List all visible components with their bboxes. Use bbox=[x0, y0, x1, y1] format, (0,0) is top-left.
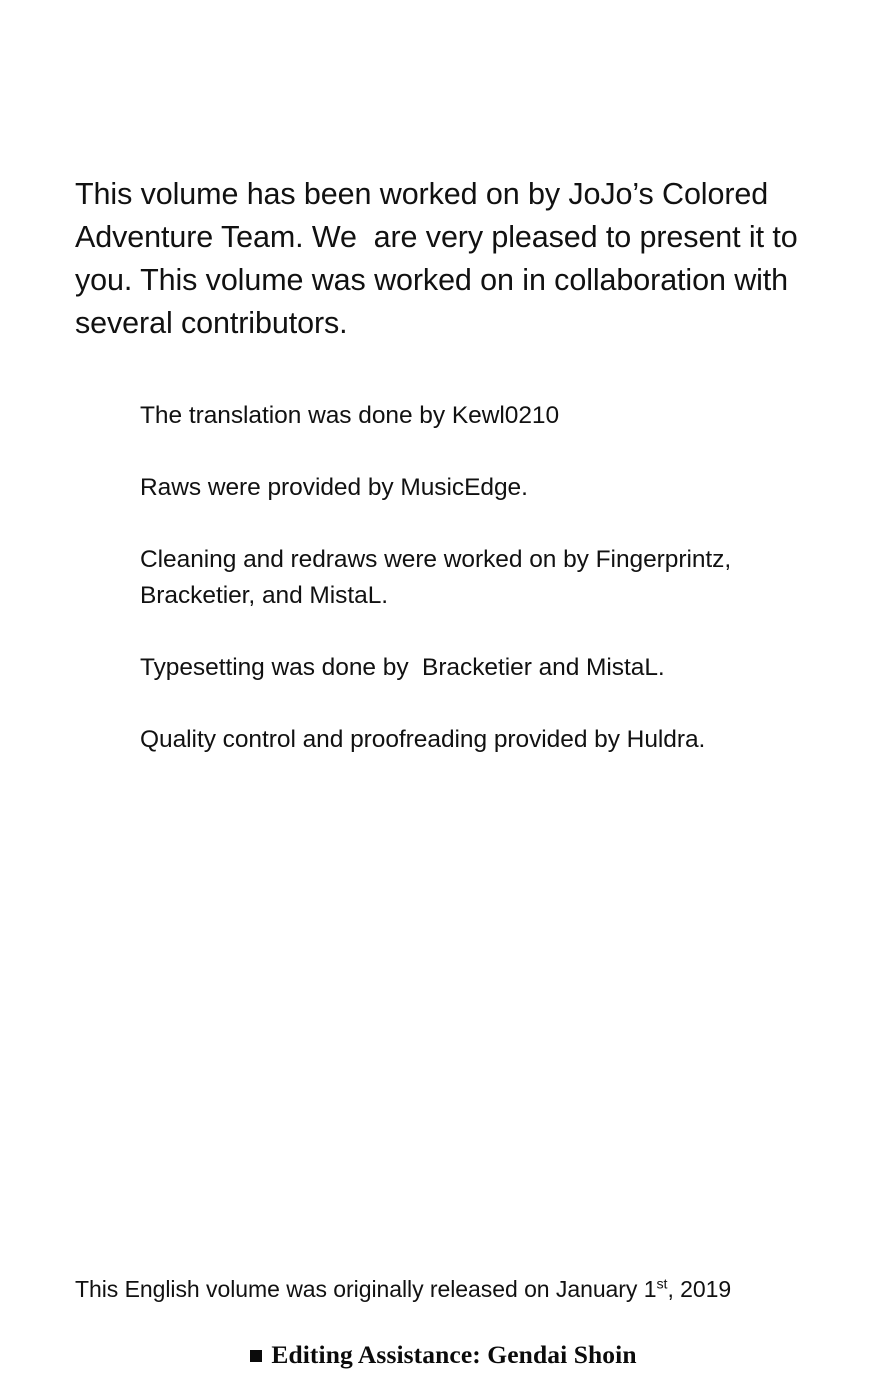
release-note bbox=[75, 1272, 731, 1306]
editing-assistance-line bbox=[0, 1338, 887, 1372]
black-square-bullet-icon bbox=[250, 1350, 262, 1362]
credit-quality-control: Quality control and proofreading provided by Huldra. bbox=[140, 726, 706, 753]
intro-paragraph: This volume has been worked on by JoJo’s Colored Adventure Team. We are very pleased to present it to you. This volume was worked on in collaboration with several contributors. bbox=[75, 176, 806, 340]
credits-list bbox=[140, 398, 800, 758]
release-note-suffix: , 2019 bbox=[667, 1276, 732, 1302]
release-note-ordinal: st bbox=[656, 1276, 668, 1293]
editing-assistance-label: Editing Assistance: Gendai Shoin bbox=[271, 1340, 637, 1369]
credit-typesetting: Typesetting was done by Bracketier and MistaL. bbox=[140, 654, 665, 681]
credit-translation: The translation was done by Kewl0210 bbox=[140, 402, 560, 429]
release-note-prefix: This English volume was originally released on January 1 bbox=[75, 1276, 657, 1302]
credit-cleaning-redraws: Cleaning and redraws were worked on by Fingerprintz, Bracketier, and MistaL. bbox=[140, 546, 738, 609]
credit-raws: Raws were provided by MusicEdge. bbox=[140, 474, 528, 501]
